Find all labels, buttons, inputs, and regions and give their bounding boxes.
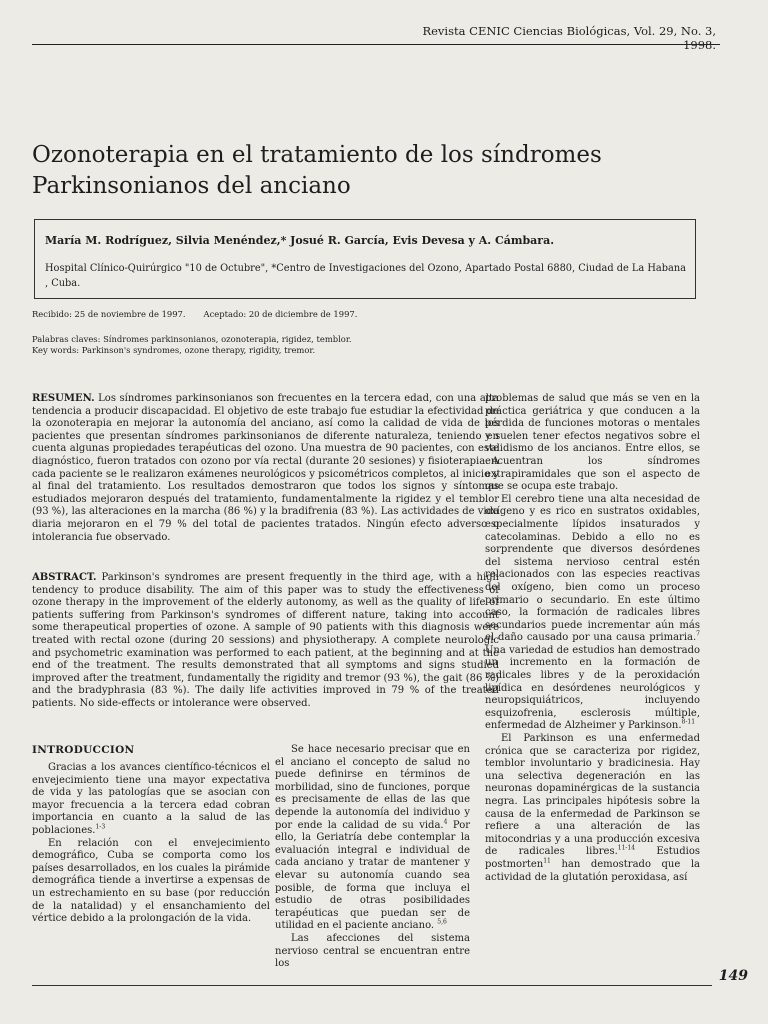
abstract-en-text: Parkinson's syndromes are present frequently in the third age, with a high tendency to produce disability. The aim of this paper was to study the effectiveness of ozone therapy in the improvement of the elderly autonomy, as well as the quality of life of patients suffering from Parkinson's syndromes of different nature, taking into account some therapeutical properties of ozone. A sample of 90 patients with this diagnosis were treated with rectal ozone (during 20 sessions) and physiotherapy. A complete neurologic and psychometric examination was performed to each patient, at the beginning and at the end of the treatment. The results demonstrated that all symptoms and signs studied improved after the treatment, fundamentally the rigidity and tremor (93 %), the gait (86 %) and the bradyphrasia (83 %). The daily life activities improved in 79 % of the treated patients. No side-effects or intolerance were observed. [32,572,499,709]
page-number: 149 [718,968,748,984]
citation: 8-11 [681,719,696,727]
citation: 4 [443,818,448,826]
accepted-date: Aceptado: 20 de diciembre de 1997. [203,309,358,319]
body-text: Estudios postmorten [485,846,701,870]
introduction-heading: INTRODUCCION [32,744,135,756]
body-text: Las afecciones del sistema nervioso central se encuentran entre los [275,932,470,970]
journal-header: Revista CENIC Ciencias Biológicas, Vol. 29, No. 3, 1998. [422,24,716,52]
body-column-2 [275,744,470,971]
citation: 11 [543,857,551,865]
title-line-1: Ozonoterapia en el tratamiento de los síndromes [32,142,602,168]
intro-paragraph [32,838,270,926]
body-paragraph [275,933,470,971]
affiliation: Hospital Clínico-Quirúrgico "10 de Octubre", *Centro de Investigaciones del Ozono, Apartado Postal 6880, Ciudad de La Habana , Cuba. [45,263,686,289]
body-text: Una variedad de estudios han demostrado un incremento en la formación de radicales libres y de la peroxidación lipídica en desórdenes neurológicos y neuropsiquiátricos, incluyendo esquizofrenia, esclerosis múltiple, enfermedad de Alzheimer y Parkinson. [485,644,700,732]
keywords-en: Key words: Parkinson's syndromes, ozone therapy, rigidity, tremor. [32,345,316,355]
body-text: El cerebro tiene una alta necesidad de oxígeno y es rico en sustratos oxidables, especialmente lípidos insaturados y catecolaminas. Debido a ello no es sorprendente que diversos desórdenes del sistema nervioso central estén relacionados con las especies reactivas del oxígeno, bien como un proceso primario o secundario. En este último caso, la formación de radicales libres secundarios puede incrementar aún más el daño causado por una causa primaria. [485,493,700,644]
author-list: María M. Rodríguez, Silvia Menéndez,* Josué R. García, Evis Devesa y A. Cámbara. [45,234,555,247]
body-text: problemas de salud que más se ven en la práctica geriátrica y que conducen a la pérdida de funciones motoras o mentales y suelen tener efectos negativos sobre el validismo de los ancianos. Entre ellos, se encuentran los síndromes extrapiramidales que son el aspecto de que se ocupa este trabajo. [485,393,700,493]
body-column-3 [485,393,700,884]
article-title [32,140,732,202]
intro-paragraph [32,762,270,838]
title-line-2: Parkinsonianos del anciano [32,173,351,199]
footer-rule [32,985,712,986]
keywords-block [32,334,552,356]
abstract-spanish [32,393,499,544]
citation: 7 [696,630,700,638]
body-paragraph [485,733,700,884]
header-rule [32,44,720,45]
body-text: El Parkinson es una enfermedad crónica que se caracteriza por rigidez, temblor involuntario y bradicinesia. Hay una selectiva degeneración en las neuronas dopaminérgicas de la sustancia negra. Las principales hipótesis sobre la causa de la enfermedad de Parkinson se refiere a una alteración de las mitocondrias y a una producción excesiva de radicales libres. [485,733,700,858]
body-column-1 [32,762,270,926]
citation: 5,6 [437,918,447,926]
received-date: Recibido: 25 de noviembre de 1997. [32,309,186,319]
keywords-es: Palabras claves: Síndromes parkinsonianos, ozonoterapia, rigidez, temblor. [32,334,352,344]
citation: 1-3 [95,823,106,831]
abstract-es-label: RESUMEN. [32,393,95,404]
body-text: han demostrado que la actividad de la glutatión peroxidasa, así [485,858,700,883]
intro-text: En relación con el envejecimiento demográfico, Cuba se comporta como los países desarrollados, en los cuales la pirámide demográfica tiende a invertirse a expensas de un estrechamiento en su base (por reducción de la natalidad) y el ensanchamiento del vértice debido a la prolongación de la vida. [32,837,270,925]
body-text: Por ello, la Geriatría debe contemplar la evaluación integral e individual de cada anciano y tratar de mantener y elevar su autonomía cuando sea posible, de forma que incluya el estudio de otras posibilidades terapéuticas que puedan ser de utilidad en el paciente anciano. [275,819,470,932]
body-text: Se hace necesario precisar que en el anciano el concepto de salud no puede definirse en términos de morbilidad, sino de funciones, porque es precisamente de ellas de las que depende la autonomía del individuo y por ende la calidad de su vida. [275,744,470,831]
body-paragraph [485,393,700,494]
dates-line [32,309,532,319]
intro-text: Gracias a los avances científico-técnicos el envejecimiento tiene una mayor expectativa de vida y las patologías que se asocian con mayor frecuencia a la tercera edad cobran importancia en cuanto a la salud de las poblaciones. [32,762,270,836]
abstract-english [32,572,499,711]
body-paragraph [275,744,470,933]
citation: 11-14 [617,845,636,853]
body-paragraph [485,494,700,733]
abstract-en-label: ABSTRACT. [32,572,97,583]
abstract-es-text: Los síndromes parkinsonianos son frecuentes en la tercera edad, con una alta tendencia a producir discapacidad. El objetivo de este trabajo fue estudiar la efectividad de la ozonoterapia en mejorar la autonomía del anciano, así como la calidad de vida de los pacientes que presentan síndromes parkinsonianos de diferente naturaleza, teniendo en cuenta algunas propiedades terapéuticas del ozono. Una muestra de 90 pacientes, con este diagnóstico, fueron tratados con ozono por vía rectal (durante 20 sesiones) y fisioterapia. A cada paciente se le realizaron exámenes neurológicos y psicométricos completos, al inicio y al final del tratamiento. Los resultados demostraron que todos los signos y síntomas estudiados mejoraron después del tratamiento, fundamentalmente la rigidez y el temblor (93 %), las alteraciones en la marcha (86 %) y la bradifrenia (83 %). Las actividades de vida diaria mejoraron en el 79 % del total de pacientes tratados. Ningún efecto adverso o intolerancia fue observado. [32,393,499,543]
